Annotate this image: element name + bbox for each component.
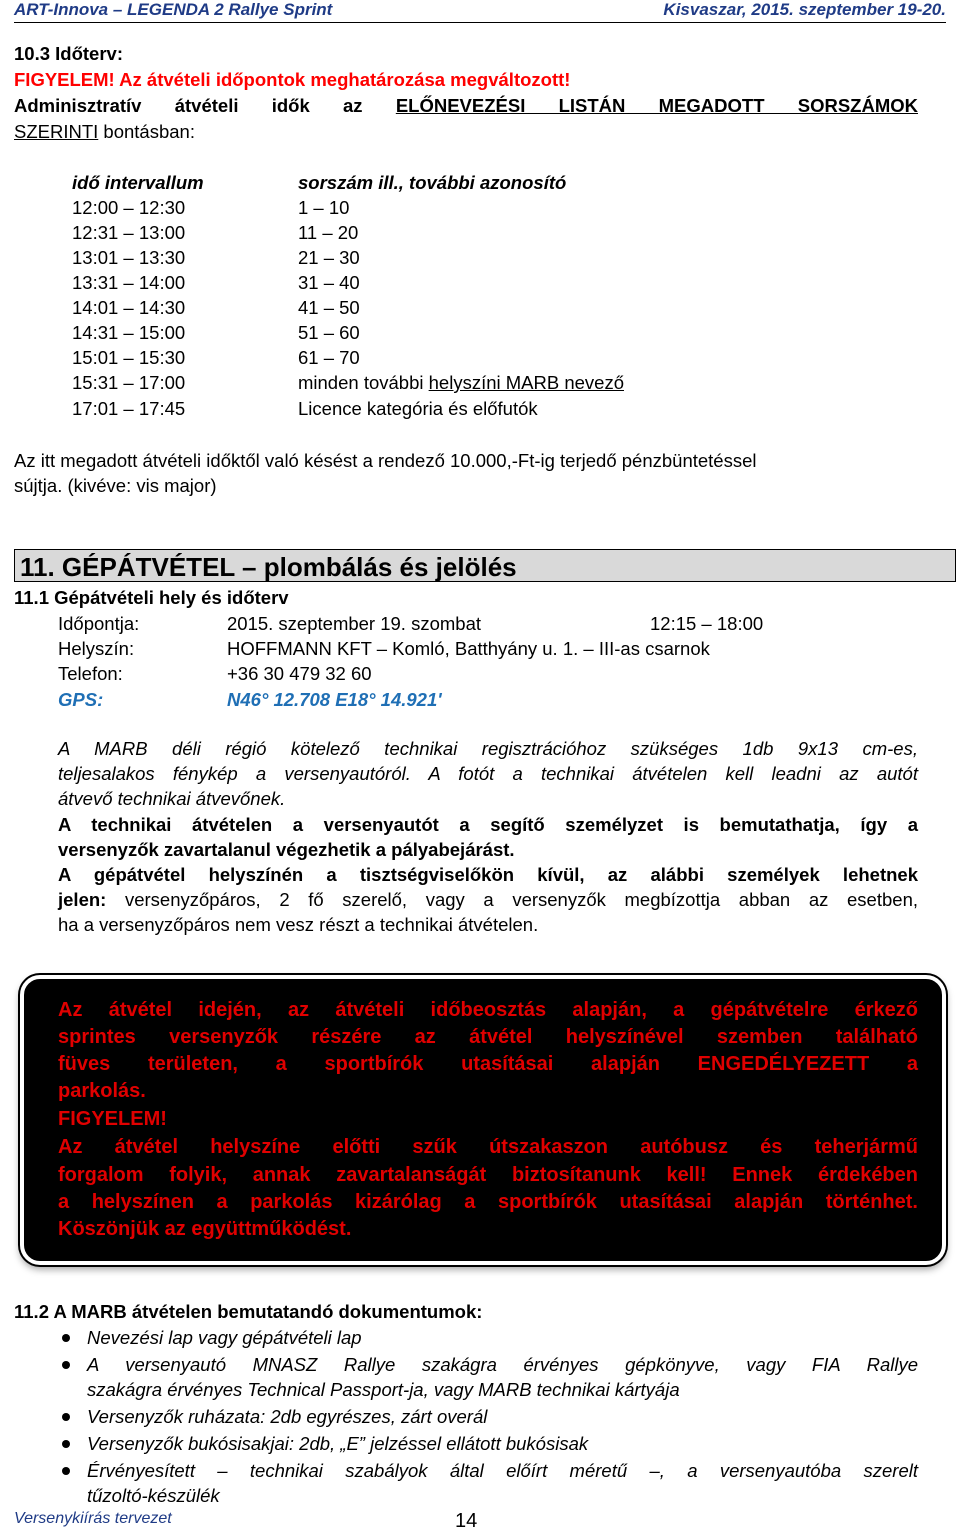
row-time: 14:31 – 15:00	[72, 322, 186, 343]
footer-doc-title: Versenykiírás tervezet	[14, 1510, 172, 1527]
row-time: 12:00 – 12:30	[72, 197, 186, 218]
schedule-change-warning: FIGYELEM! Az átvételi időpontok meghatározása megváltozott!	[14, 69, 571, 90]
penalty-line-1: Az itt megadott átvételi időktől való késést a rendező 10.000,-Ft-ig terjedő pénzbüntetéssel	[14, 450, 757, 471]
phone-value: +36 30 479 32 60	[227, 663, 372, 684]
photo-text-2: teljesalakos fénykép a versenyautóról. A fotót a technikai átvételen kell leadni az autót	[58, 763, 918, 784]
document-item-text: A versenyautó MNASZ Rallye szakágra érvényes gépkönyve, vagy FIA Rallye	[87, 1354, 918, 1375]
header-event-title: ART-Innova – LEGENDA 2 Rallye Sprint	[14, 0, 333, 19]
document-item	[87, 1459, 918, 1483]
gps-value: N46° 12.708 E18° 14.921'	[227, 689, 442, 710]
section-11-1-title: 11.1 Gépátvételi hely és időterv	[14, 587, 289, 608]
page-number: 14	[455, 1510, 478, 1532]
photo-paragraph-line-2	[58, 762, 918, 786]
photo-paragraph-line-3: átvevő technikai átvevőnek.	[58, 788, 286, 809]
persons-text-2: versenyzőpáros, 2 fő szerelő, vagy a versenyzők megbízottja abban az esetben,	[106, 889, 918, 910]
row-number: 21 – 30	[298, 247, 360, 268]
persons-paragraph-line-2	[58, 888, 918, 912]
bullet-icon	[62, 1334, 70, 1342]
warning-line	[58, 1161, 918, 1189]
row-time: 15:01 – 15:30	[72, 347, 186, 368]
document-item: Versenyzők ruházata: 2db egyrészes, zárt overál	[87, 1406, 488, 1427]
warning-text: forgalom folyik, annak zavartalanságát biztosítanunk kell! Ennek érdekében	[58, 1164, 918, 1186]
date-value: 2015. szeptember 19. szombat	[227, 613, 482, 634]
row-number: Licence kategória és előfutók	[298, 398, 538, 419]
warning-line: parkolás.	[58, 1080, 146, 1102]
staff-paragraph-line-2: versenyzők zavartalanul végezhetik a pályabejárást.	[58, 839, 515, 860]
intro-underlined-2: SZERINTI	[14, 121, 99, 142]
row-time: 14:01 – 14:30	[72, 297, 186, 318]
date-label: Időpontja:	[58, 613, 140, 634]
place-value: HOFFMANN KFT – Komló, Batthyány u. 1. – III-as csarnok	[227, 638, 710, 659]
bullet-icon	[62, 1440, 70, 1448]
col-number-header: sorszám ill., további azonosító	[298, 172, 567, 193]
persons-text-1: A gépátvétel helyszínén a tisztségviselőkön kívül, az alábbi személyek lehetnek	[58, 864, 918, 885]
row-number: 41 – 50	[298, 297, 360, 318]
bullet-icon	[62, 1413, 70, 1421]
row-number-text: minden további	[298, 372, 429, 393]
warning-text: Az átvétel helyszíne előtti szűk útszakaszon autóbusz és teherjármű	[58, 1136, 918, 1158]
section-10-3-title: 10.3 Időterv:	[14, 43, 123, 64]
time-value: 12:15 – 18:00	[650, 613, 764, 634]
intro-line-2	[14, 120, 195, 144]
penalty-line-2: sújtja. (kivéve: vis major)	[14, 475, 217, 496]
persons-paragraph-line-1	[58, 863, 918, 887]
warning-text: a helyszínen a parkolás kizárólag a sportbírók utasításai alapján történhet.	[58, 1191, 918, 1213]
row-number: 61 – 70	[298, 347, 360, 368]
warning-line	[58, 1188, 918, 1216]
photo-paragraph-line-1	[58, 737, 918, 761]
document-item	[87, 1353, 918, 1377]
warning-text: füves területen, a sportbírók utasításai alapján ENGEDÉLYEZETT a	[58, 1053, 918, 1075]
warning-text: sprintes versenyzők részére az átvétel helyszínével szemben található	[58, 1026, 918, 1048]
row-number: 51 – 60	[298, 322, 360, 343]
warning-line: Köszönjük az együttműködést.	[58, 1218, 352, 1240]
photo-text-1: A MARB déli régió kötelező technikai regisztrációhoz szükséges 1db 9x13 cm-es,	[58, 738, 918, 759]
place-label: Helyszín:	[58, 638, 135, 659]
document-item: Versenyzők bukósisakjai: 2db, „E” jelzéssel ellátott bukósisak	[87, 1433, 589, 1454]
intro-line-1	[14, 94, 918, 118]
gps-label: GPS:	[58, 689, 104, 710]
phone-label: Telefon:	[58, 663, 123, 684]
row-number-underlined: helyszíni MARB nevező	[428, 372, 624, 393]
staff-paragraph-line-1	[58, 813, 918, 837]
row-time: 12:31 – 13:00	[72, 222, 186, 243]
row-time: 13:31 – 14:00	[72, 272, 186, 293]
warning-line: FIGYELEM!	[58, 1108, 167, 1130]
intro-underlined: ELŐNEVEZÉSI LISTÁN MEGADOTT SORSZÁMOK	[395, 95, 918, 116]
col-time-header: idő intervallum	[72, 172, 204, 193]
warning-text: Az átvétel idején, az átvételi időbeosztás alapján, a gépátvételre érkező	[58, 999, 918, 1021]
warning-line	[58, 1023, 918, 1051]
document-item-text: Érvényesített – technikai szabályok által előírt méretű –, a versenyautóba szerelt	[87, 1460, 918, 1481]
document-item: Nevezési lap vagy gépátvételi lap	[87, 1327, 362, 1348]
intro-text: Adminisztratív átvételi idők az	[14, 95, 396, 116]
staff-text-1: A technikai átvételen a versenyautót a segítő személyzet is bemutathatja, így a	[58, 814, 918, 835]
persons-paragraph-line-3: ha a versenyzőpáros nem vesz részt a technikai átvételen.	[58, 914, 539, 935]
section-11-title: 11. GÉPÁTVÉTEL – plombálás és jelölés	[20, 552, 517, 582]
header-event-date: Kisvaszar, 2015. szeptember 19-20.	[663, 0, 946, 19]
bullet-icon	[62, 1361, 70, 1369]
row-number	[298, 372, 624, 394]
bullet-icon	[62, 1467, 70, 1475]
warning-line	[58, 1050, 918, 1078]
warning-line	[58, 1133, 918, 1161]
section-11-2-title: 11.2 A MARB átvételen bemutatandó dokumentumok:	[14, 1301, 483, 1322]
row-number: 11 – 20	[298, 222, 359, 243]
section-11-banner	[14, 549, 956, 582]
document-item-cont: tűzoltó-készülék	[87, 1485, 220, 1506]
persons-bold: jelen:	[58, 889, 107, 910]
row-time: 17:01 – 17:45	[72, 398, 186, 419]
warning-line	[58, 996, 918, 1024]
row-time: 15:31 – 17:00	[72, 372, 186, 393]
row-time: 13:01 – 13:30	[72, 247, 186, 268]
row-number: 1 – 10	[298, 197, 350, 218]
document-item-cont: szakágra érvényes Technical Passport-ja, vagy MARB technikai kártyája	[87, 1379, 680, 1400]
row-number: 31 – 40	[298, 272, 360, 293]
intro-text-2: bontásban:	[98, 121, 195, 142]
